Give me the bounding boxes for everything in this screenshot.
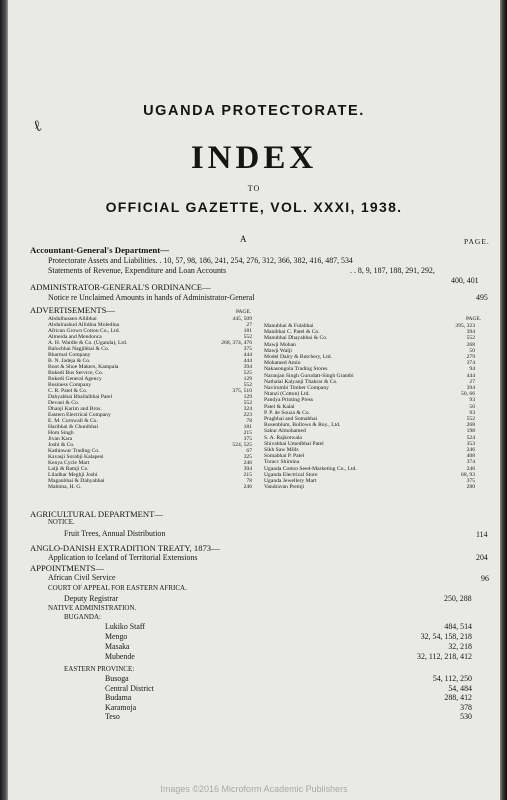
page-edge-right [500, 0, 507, 800]
advert-left-name: Boot & Shoe Makers, Kampala [48, 364, 119, 370]
eastern-row-page: 54, 484 [448, 683, 472, 693]
section-letter: A [240, 234, 247, 244]
document-page [8, 0, 500, 800]
buganda-row-page: 32, 112, 218, 412 [417, 652, 472, 661]
advert-left-name: C. R. Patel & Co. [48, 388, 88, 394]
advert-right-page: 395, 323 [455, 323, 475, 329]
advert-left-page: 129 [243, 394, 252, 400]
advert-left-page: 78 [246, 478, 252, 484]
advert-right-name: S. A. Rajkotwala [264, 434, 302, 441]
advert-left-page: 27 [246, 322, 252, 328]
native-administration-heading: NATIVE ADMINISTRATION. [48, 604, 137, 612]
advert-right-name: Sakur Almohamed [264, 428, 306, 435]
advert-left-page: 181 [243, 424, 252, 430]
advert-right-name: Somabhai P. Patel [264, 453, 305, 460]
anglo-danish-page: 204 [476, 553, 488, 562]
advert-left-name: Dhanji Karim and Bros. [48, 406, 102, 412]
advert-right-page: 394 [466, 385, 475, 391]
advert-left-page: 552 [243, 334, 252, 340]
eastern-province-heading: EASTERN PROVINCE: [64, 665, 135, 673]
advert-left-name: Maganbhai & Dahyabhai [48, 478, 105, 484]
advert-left-page: 444 [243, 358, 252, 364]
advert-right-page: 375 [466, 478, 475, 484]
advert-right-page: 50, 66 [461, 391, 475, 398]
advert-right-name: Model Dairy & Butchery, Ltd. [264, 354, 332, 360]
page-edge-left [0, 0, 8, 800]
advert-left-name: African Grown Cotton Co., Ltd. [48, 328, 120, 334]
advert-left-page: 215 [243, 472, 252, 478]
pen-mark: ℓ [31, 117, 45, 136]
advert-left-page: 375 [243, 436, 252, 442]
advert-left-page: 268, 374, 476 [221, 340, 252, 346]
advert-right-page: 93 [469, 409, 475, 416]
advert-right-name: Uganda Electrical Store [264, 471, 318, 478]
accountant-line-1: Protectorate Assets and Liabilities. . 10, 57, 98, 186, 241, 254, 276, 312, 366, 382, 416, 487, 534 [48, 256, 353, 265]
agricultural-heading: AGRICULTURAL DEPARTMENT— [30, 509, 163, 519]
agricultural-page: 114 [476, 530, 488, 539]
admin-ordinance-page: 495 [476, 293, 488, 302]
advert-left-page: 246 [243, 460, 252, 466]
advert-left-page: 524, 525 [232, 442, 252, 448]
protectorate-heading: UGANDA PROTECTORATE. [143, 103, 365, 119]
advert-left-name: Joshi & Co. [48, 442, 75, 448]
eastern-row-page: 54, 112, 250 [432, 674, 472, 683]
advert-right-name: Patel & Kalal [264, 403, 295, 410]
advert-left-page: 223 [243, 412, 252, 418]
buganda-row-name: Lukiko Staff [105, 622, 145, 631]
advert-left-name: Abdulhussen Allibhai [48, 316, 97, 322]
buganda-row-page: 32, 218 [448, 642, 472, 651]
advert-right-page: 68, 93 [461, 471, 475, 478]
advert-right-name: Uganda Jewellery Mart [264, 478, 317, 484]
advert-col-label-right: PAGE. [466, 316, 482, 322]
eastern-row-page: 288, 412 [444, 693, 472, 703]
anglo-danish-heading: ANGLO-DANISH EXTRADITION TREATY, 1873— [30, 543, 220, 553]
advert-left-page: 445, 509 [232, 316, 252, 322]
advert-left-name: Bukedi General Agency [48, 376, 102, 382]
advert-left-page: 375, 510 [232, 388, 252, 394]
buganda-row-name: Masaka [105, 642, 130, 651]
advert-right-page: 50 [469, 347, 475, 354]
advert-left-page: 552 [243, 382, 252, 388]
advert-left-page: 325 [243, 454, 252, 460]
advert-right-page: 93 [469, 397, 475, 404]
advert-left-page: 394 [243, 466, 252, 472]
advert-left-name: Kenya Cycle Mart [48, 460, 90, 466]
advert-right-name: Manibhai C. Patel & Co. [264, 329, 320, 336]
advert-left-name: Almeida and Mendonca [48, 334, 102, 340]
advert-left-name: Balochhai Nagjibhai & Co. [48, 346, 110, 352]
admin-ordinance-heading: ADMINISTRATOR-GENERAL'S ORDINANCE— [30, 282, 211, 292]
advert-left-name: Haribhai & Chunibhai [48, 424, 99, 430]
advert-right-page: 374 [466, 360, 475, 367]
advert-right-name: Ntanzi (Cotton) Ltd. [264, 391, 310, 398]
buganda-row-page: 32, 54, 158, 218 [420, 632, 472, 641]
advert-left-name: Liladhar Meghji Joshi [48, 472, 98, 478]
advert-right-name: Nathalal Kalyanji Thakrar & Co. [264, 378, 338, 385]
buganda-row-name: Mubende [105, 652, 135, 661]
advert-right-page: 552 [466, 416, 475, 422]
advert-left-page: 67 [246, 448, 252, 454]
eastern-row-name: Teso [105, 712, 120, 722]
advert-left-page: 78 [246, 418, 252, 424]
advert-right-name: Nakasongola Trading Stores [264, 366, 328, 373]
advert-left-name: Kathiawar Trading Co. [48, 448, 100, 454]
advert-right-page: 552 [466, 335, 475, 342]
advert-right-page: 524 [466, 434, 475, 441]
advert-left-page: 394 [243, 364, 252, 370]
advert-right-page: 280 [466, 484, 475, 491]
court-of-appeal-heading: COURT OF APPEAL FOR EASTERN AFRICA. [48, 584, 187, 592]
advert-left-name: A. H. Wardle & Co. (Uganda), Ltd. [48, 340, 128, 346]
advert-right-page: 394 [466, 329, 475, 336]
advert-left-page: 375 [243, 346, 252, 352]
to-label: TO [247, 184, 261, 193]
accountant-heading: Accountant-General's Department— [30, 245, 170, 255]
advert-left-page: 246 [243, 484, 252, 490]
page-column-label: PAGE. [464, 237, 490, 246]
advert-left-page: 324 [243, 406, 252, 412]
advert-right-name: Manubhai & Fulabhai [264, 323, 314, 329]
advert-right-name: Shivabhai Umedbhai Patel [264, 440, 324, 447]
advert-left-name: Eastern Electrical Company [48, 412, 111, 418]
advert-left-name: Devani & Co. [48, 400, 80, 406]
advert-right-page: 94 [469, 366, 475, 373]
advert-right-page: 408 [466, 453, 475, 460]
index-title: INDEX [190, 140, 318, 176]
watermark: Images ©2016 Microform Academic Publishers [160, 784, 348, 794]
advert-left-name: B. N. Jadeja & Co. [48, 358, 91, 364]
eastern-row-name: Busoga [105, 674, 129, 683]
eastern-row-name: Karamoja [105, 702, 137, 712]
accountant-line-2: Statements of Revenue, Expenditure and Loan Accounts [48, 266, 227, 275]
advert-right-name: Mohamed Amin [264, 360, 301, 367]
deputy-registrar: Deputy Registrar [64, 594, 119, 603]
advert-left-page: 525 [243, 370, 252, 376]
advert-right-page: 268 [466, 422, 475, 429]
advert-right-page: 246 [466, 465, 475, 472]
advert-left-page: 181 [243, 328, 252, 334]
advert-right-name: Mawji Walji [264, 347, 292, 354]
advert-right-page: 246 [466, 447, 475, 453]
advert-right-page: 353 [466, 440, 475, 447]
advert-right-page: 27 [469, 378, 475, 385]
advert-left-page: 552 [243, 400, 252, 406]
accountant-line-2-pages-cont: 400, 401 [451, 276, 479, 285]
advert-left-name: Bukedi Bus Service, Co. [48, 370, 104, 376]
advert-left-name: E. M. Cornwall & Co. [48, 418, 98, 424]
eastern-row-page: 530 [460, 712, 472, 722]
advert-right-page: 444 [466, 372, 475, 379]
agricultural-line: Fruit Trees, Annual Distribution [64, 529, 166, 538]
advert-left-page: 129 [243, 376, 252, 382]
admin-ordinance-line: Notice re Unclaimed Amounts in hands of Administrator-General [48, 293, 255, 302]
advert-left-name: Mahima, H. G. [48, 484, 82, 490]
advert-right-page: 198 [466, 428, 475, 435]
advert-left-name: Lalji & Ramji Co. [48, 466, 89, 472]
advert-right-page: 374 [466, 459, 475, 466]
advertisements-heading: ADVERTISEMENTS— [30, 305, 115, 315]
african-civil-service: African Civil Service [48, 573, 116, 582]
advert-left-name: Kavasji Sorabji Kalapesi [48, 454, 104, 460]
advert-right-name: Rosenblum, Bullows & Roy., Ltd. [264, 422, 341, 429]
buganda-row-name: Mengo [105, 632, 128, 641]
advert-col-label-left: PAGE. [236, 309, 252, 315]
advert-right-name: Pandya Printing Press [264, 397, 314, 404]
advert-right-name: Naranjan Singh Gurudatt-Singh Grantbi [264, 372, 354, 379]
advert-left-name: Jivan Kara [48, 436, 73, 442]
buganda-heading: BUGANDA: [64, 613, 101, 621]
advert-right-page: 279 [466, 354, 475, 360]
advert-right-name: Uganda Cotton Seed-Marketing Co., Ltd. [264, 465, 357, 472]
advert-left-name: Bharmal Company [48, 352, 91, 358]
advert-right-name: P. P. de Souza & Co. [264, 409, 310, 416]
african-civil-service-page: 96 [481, 574, 489, 583]
eastern-row-name: Budama [105, 693, 132, 703]
advert-right-name: Vandravan Premji [264, 484, 305, 491]
advert-right-page: 50 [469, 403, 475, 410]
advert-left-name: Abdulrashud Allidina Moledina [48, 322, 120, 328]
accountant-line-2-pages: . . 8, 9, 187, 188, 291, 292, [350, 266, 435, 275]
advert-left-page: 444 [243, 352, 252, 358]
advert-right-name: Toracc Shimina [264, 459, 300, 466]
advert-left-name: Dahyabhai Bhailalbhai Patel [48, 394, 112, 400]
buganda-row-page: 484, 514 [444, 622, 472, 631]
advert-right-name: Manubhai Dhayabhai & Co. [264, 335, 328, 342]
appointments-heading: APPOINTMENTS— [30, 563, 105, 573]
advert-right-name: Pragbhai and Somabhai [264, 416, 318, 422]
gazette-title: OFFICIAL GAZETTE, VOL. XXXI, 1938. [105, 199, 403, 215]
advert-left-name: Hom Singh [48, 430, 74, 436]
advert-left-page: 215 [243, 430, 252, 436]
advert-right-name: Sikh Saw Mills [264, 447, 299, 453]
agricultural-notice: NOTICE. [48, 519, 75, 526]
advert-right-page: 268 [466, 341, 475, 348]
eastern-row-page: 378 [460, 702, 472, 712]
advert-left-name: Business Company [48, 382, 92, 388]
eastern-row-name: Central District [105, 683, 154, 693]
advert-right-name: Navirumbi Timber Company [264, 385, 329, 391]
deputy-registrar-pages: 250, 288 [444, 594, 472, 603]
anglo-danish-line: Application to Iceland of Territorial Extensions [48, 553, 198, 562]
advert-right-name: Mawji Mohan [264, 341, 296, 348]
